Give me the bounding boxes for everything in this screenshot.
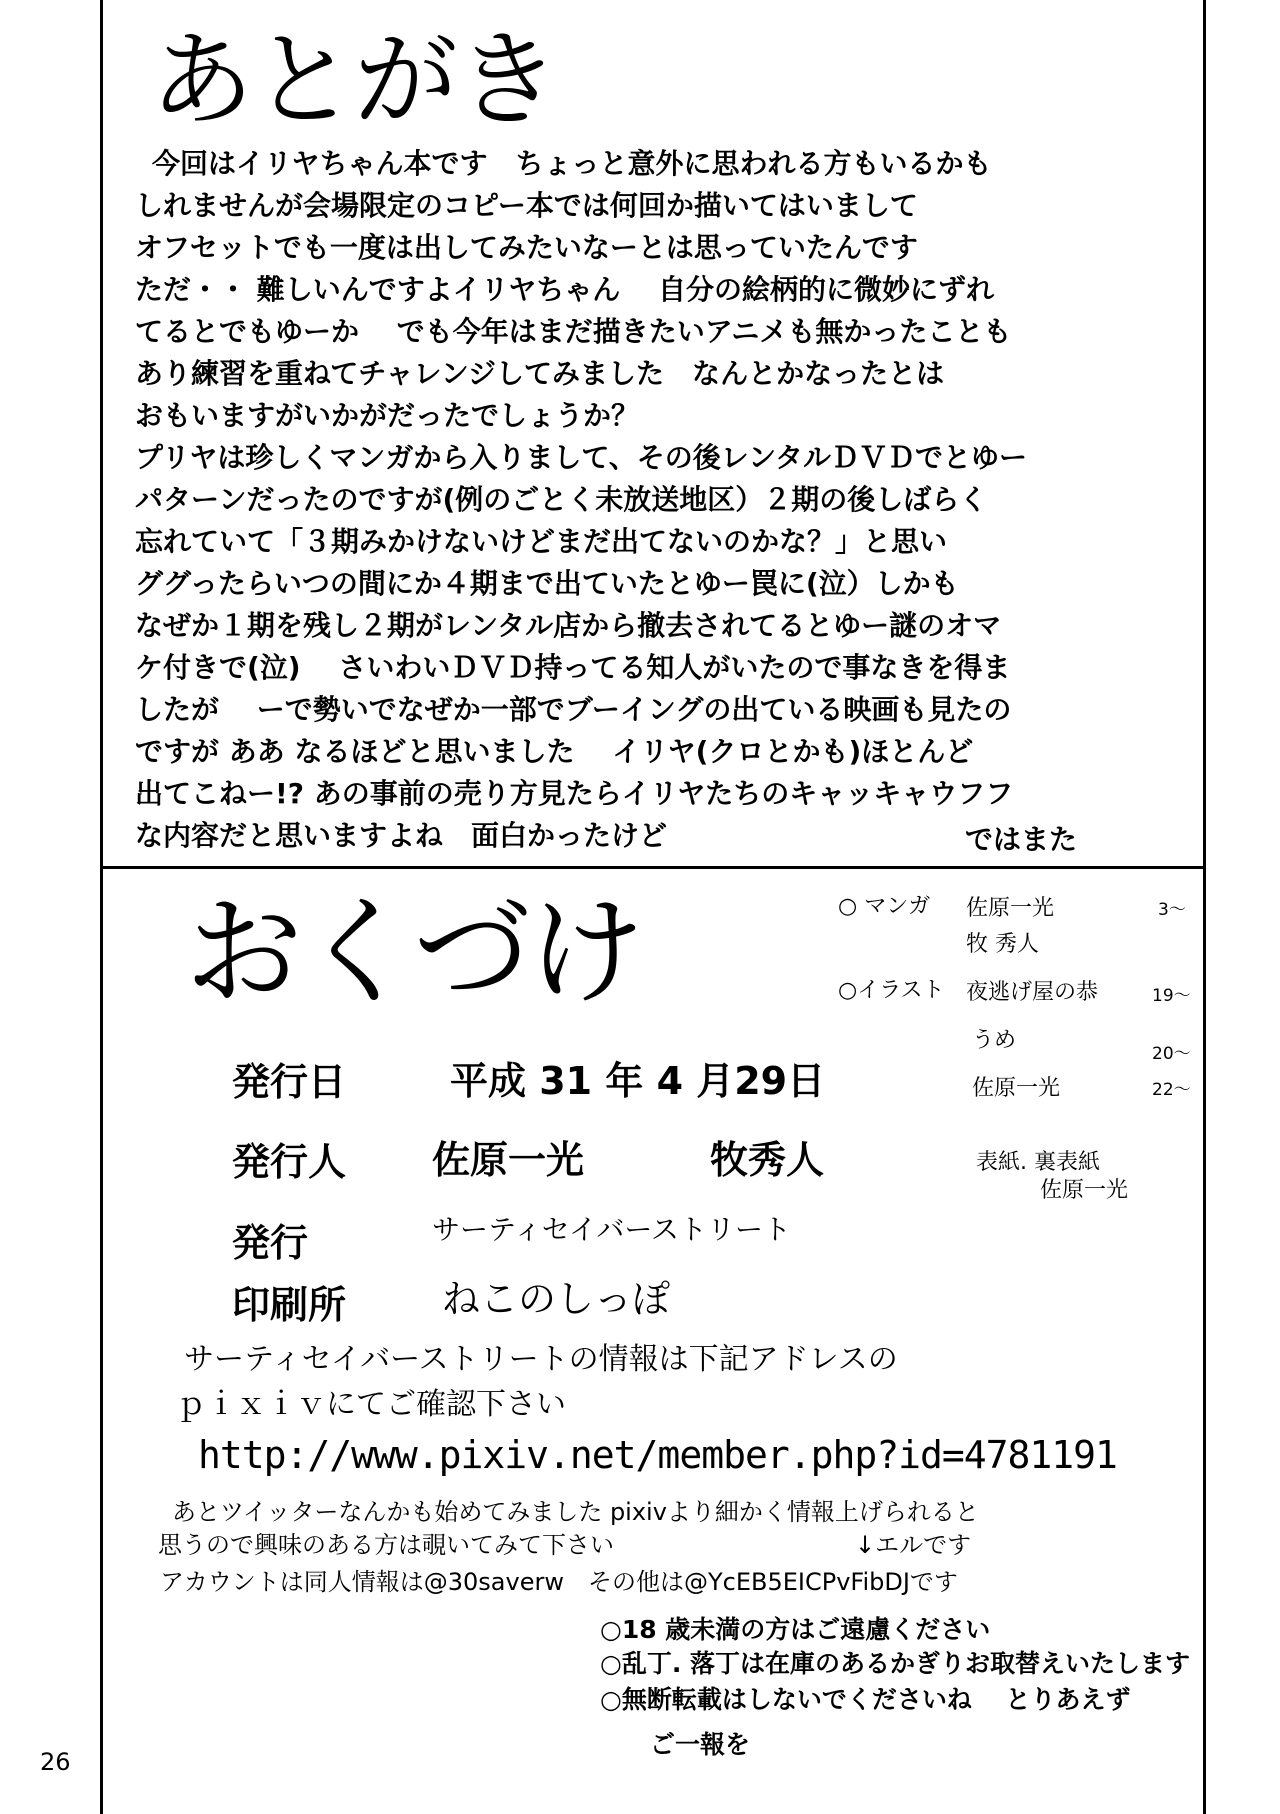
twitter-arrow-note: ↓エルです <box>855 1531 972 1559</box>
note-item: ○無断転載はしないでくださいね とりあえず <box>600 1685 1131 1714</box>
publisher-label: 発行人 <box>232 1140 347 1184</box>
afterword-line: ただ・・ 難しいんですよイリヤちゃん 自分の絵柄的に微妙にずれ <box>135 273 994 306</box>
credit-page: 20～ <box>1152 1044 1191 1064</box>
issuer-label: 発行 <box>232 1221 309 1265</box>
credit-cover-label: 表紙. 裏表紙 <box>976 1150 1100 1175</box>
colophon-title: おくづけ <box>185 883 642 1021</box>
afterword-title: あとがき <box>150 19 559 141</box>
afterword-line: ググったらいつの間にか４期まで出ていたとゆー罠に(泣）しかも <box>135 567 959 600</box>
credit-illust-label: ○イラスト <box>838 978 945 1003</box>
credit-cover-name: 佐原一光 <box>1040 1178 1129 1203</box>
left-border <box>100 0 103 1814</box>
section-divider <box>100 866 1206 869</box>
credit-illust-name: 佐原一光 <box>972 1076 1061 1101</box>
twitter-line: アカウントは同人情報は@30saverw その他は@YcEB5EICPvFibDJです <box>160 1568 958 1596</box>
info-line: ｐｉｘｉｖにてご確認下さい <box>176 1387 566 1422</box>
afterword-line: あり練習を重ねてチャレンジしてみました なんとかなったとは <box>135 357 945 390</box>
afterword-line: したが ーで勢いでなぜか一部でブーイングの出ている映画も見たの <box>135 693 1012 726</box>
afterword-line: な内容だと思いますよね 面白かったけど <box>135 819 668 852</box>
note-item: ○乱丁. 落丁は在庫のあるかぎりお取替えいたします <box>600 1649 1191 1678</box>
credit-page: 19～ <box>1152 986 1191 1006</box>
printer-value: ねこのしっぽ <box>442 1277 671 1321</box>
publisher-name: 佐原一光 <box>432 1138 585 1182</box>
publisher-name: 牧秀人 <box>710 1138 825 1182</box>
afterword-line: 忘れていて「３期みかけないけどまだ出てないのかな？」と思い <box>135 525 948 558</box>
afterword-line: てるとでもゆーか でも今年はまだ描きたいアニメも無かったことも <box>135 315 1012 348</box>
date-value: 平成 31 年 4 月29日 <box>450 1059 826 1103</box>
credit-page: 22～ <box>1152 1080 1191 1100</box>
printer-label: 印刷所 <box>232 1283 347 1327</box>
note-item: ○18 歳未満の方はご遠慮ください <box>600 1615 991 1644</box>
afterword-line: 今回はイリヤちゃん本です ちょっと意外に思われる方もいるかも <box>152 147 992 180</box>
page-number: 26 <box>40 1748 71 1776</box>
pixiv-url: http://www.pixiv.net/member.php?id=4781191 <box>198 1433 1117 1477</box>
credit-manga-name: 牧 秀人 <box>966 932 1039 957</box>
afterword-line: なぜか１期を残し２期がレンタル店から撤去されてるとゆー謎のオマ <box>135 609 1002 642</box>
afterword-line: ですが ああ なるほどと思いました イリヤ(クロとかも)ほとんど <box>135 735 974 768</box>
date-label: 発行日 <box>232 1060 347 1104</box>
twitter-line: 思うので興味のある方は覗いてみて下さい <box>158 1531 614 1559</box>
issuer-value: サーティセイバーストリート <box>432 1213 791 1246</box>
afterword-line: おもいますがいかがだったでしょうか？ <box>135 399 640 432</box>
afterword-line: ケ付きで(泣) さいわいＤＶＤ持ってる知人がいたので事なきを得ま <box>135 651 1011 684</box>
afterword-line: しれませんが会場限定のコピー本では何回か描いてはいまして <box>135 189 918 222</box>
credit-manga-name: 佐原一光 <box>966 896 1055 921</box>
credit-page: 3～ <box>1158 900 1186 920</box>
info-line: サーティセイバーストリートの情報は下記アドレスの <box>184 1342 898 1377</box>
right-border <box>1203 0 1206 1814</box>
afterword-line: プリヤは珍しくマンガから入りまして、その後レンタルＤＶＤでとゆー <box>135 441 1027 474</box>
credit-illust-name: 夜逃げ屋の恭 <box>966 980 1099 1005</box>
note-item: ご一報を <box>650 1730 751 1759</box>
afterword-line: パターンだったのですが(例のごとく未放送地区）２期の後しばらく <box>135 483 988 516</box>
afterword-line: 出てこねー!? あの事前の売り方見たらイリヤたちのキャッキャウフフ <box>135 777 1014 810</box>
credit-manga-label: ○ マンガ <box>838 894 931 919</box>
credit-illust-name: うめ <box>972 1028 1017 1053</box>
twitter-line: あとツイッターなんかも始めてみました pixivより細かく情報上げられると <box>172 1498 979 1526</box>
afterword-sign-off: ではまた <box>965 823 1078 856</box>
afterword-line: オフセットでも一度は出してみたいなーとは思っていたんです <box>135 231 918 264</box>
